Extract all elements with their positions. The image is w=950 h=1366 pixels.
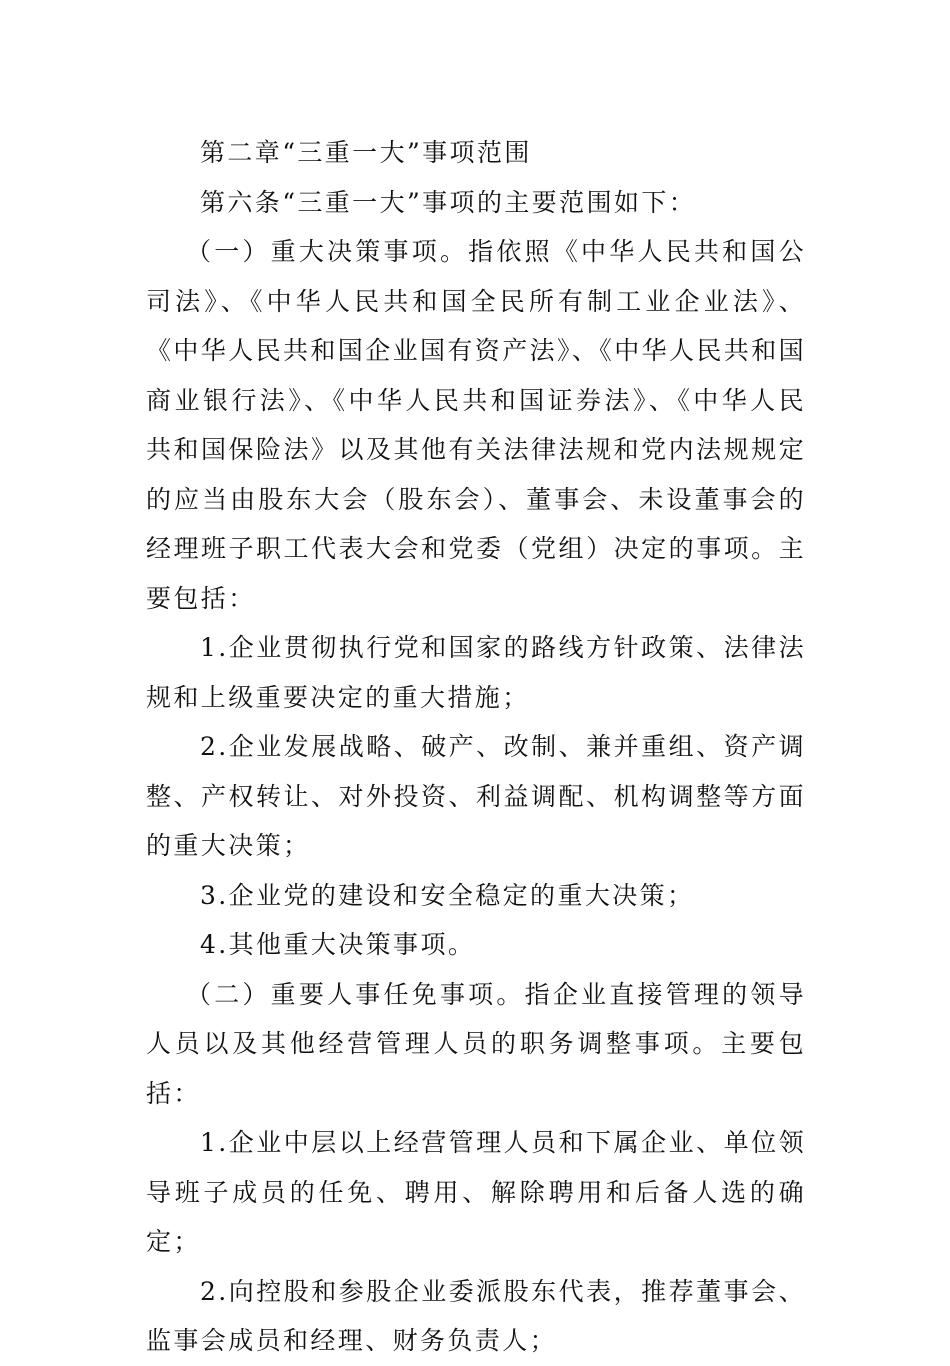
section-two-item: 2.向控股和参股企业委派股东代表，推荐董事会、监事会成员和经理、财务负责人； bbox=[146, 1276, 806, 1355]
section-one-intro: （一）重大决策事项。指依照《中华人民共和国公司法》、《中华人民共和国全民所有制工业企业法》、《中华人民共和国企业国有资产法》、《中华人民共和国商业银行法》、《中华人民共和国证券法》、《中华人民共和国保险法》以及其他有关法律法规和党内法规规定的应当由股东大会（股东会）、董事会、未设董事会的经理班子职工代表大会和党委（党组）决定的事项。主要包括： bbox=[146, 237, 807, 613]
section-one-item: 1.企业贯彻执行党和国家的路线方针政策、法律法规和上级重要决定的重大措施； bbox=[146, 633, 806, 712]
section-one-item: 3.企业党的建设和安全稳定的重大决策； bbox=[200, 880, 695, 910]
chapter-title: 第二章“三重一大”事项范围 bbox=[200, 138, 532, 167]
article-heading: 第六条“三重一大”事项的主要范围如下： bbox=[200, 187, 697, 217]
section-one-item: 2.企业发展战略、破产、改制、兼并重组、资产调整、产权转让、对外投资、利益调配、机构调整等方面的重大决策； bbox=[146, 732, 806, 860]
document-body bbox=[146, 128, 806, 1366]
section-two-intro: （二）重要人事任免事项。指企业直接管理的领导人员以及其他经营管理人员的职务调整事项。主要包括： bbox=[146, 979, 806, 1108]
section-one-item: 4.其他重大决策事项。 bbox=[200, 930, 476, 959]
section-two-item: 1.企业中层以上经营管理人员和下属企业、单位领导班子成员的任免、聘用、解除聘用和后备人选的确定； bbox=[146, 1128, 806, 1256]
